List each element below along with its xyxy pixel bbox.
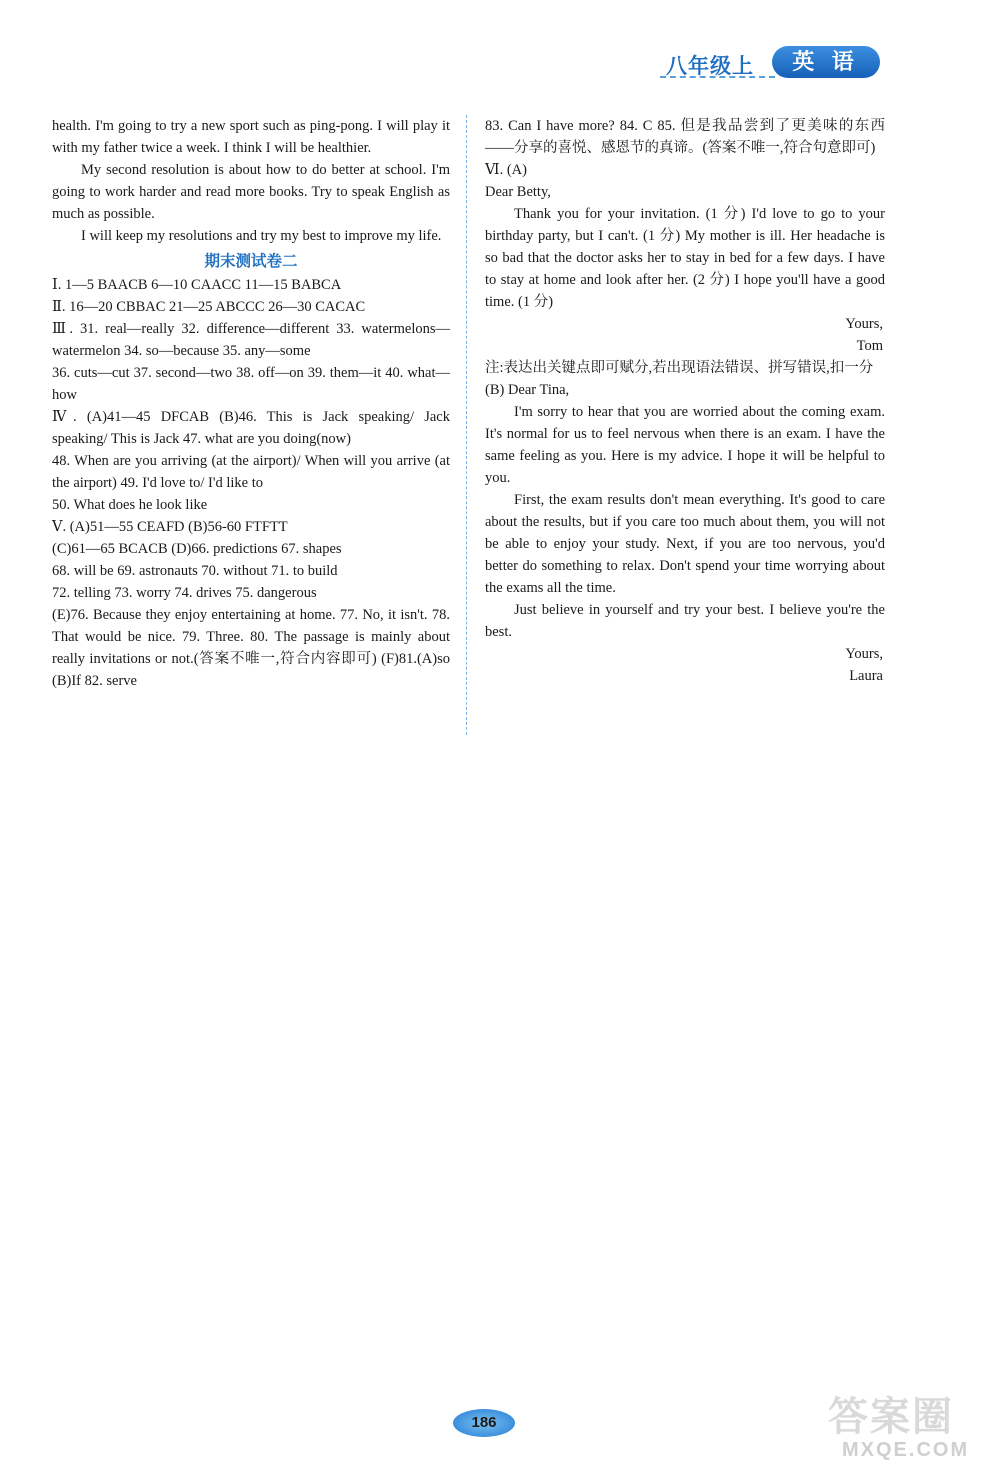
answer-line: 48. When are you arriving (at the airport)/ When will you arrive (at the airport) 49. I'd love to/ I'd like to (52, 453, 450, 491)
answer-line: Ⅴ. (A)51—55 CEAFD (B)56-60 FTFTT (52, 519, 288, 535)
letter-b-greeting: (B) Dear Tina, (485, 382, 570, 398)
right-column (485, 115, 885, 687)
intro-paragraph: health. I'm going to try a new sport such as ping-pong. I will play it with my father twice a week. I think I will be healthier. (52, 118, 450, 156)
letter-b-paragraph-2: First, the exam results don't mean everything. It's good to care about the results, but if you care too much about them, you will not be able to enjoy your study. Next, if you are too nervous, you'd better do something to relax. Don't spend your time worrying about the exams all the time. (485, 492, 885, 596)
subject-badge: 英 语 (772, 46, 880, 78)
answer-line: Ⅰ. 1—5 BAACB 6—10 CAACC 11—15 BABCA (52, 277, 342, 293)
page-number: 186 (453, 1409, 515, 1437)
watermark-url: MXQE.COM (842, 1439, 970, 1461)
resolution-paragraph-2: My second resolution is about how to do better at school. I'm going to work harder and read more books. Try to speak English as much as possible. (52, 162, 450, 222)
watermark-logo: 答案圈 (828, 1394, 954, 1440)
answer-line: 36. cuts—cut 37. second—two 38. off—on 39. them—it 40. what—how (52, 365, 450, 403)
watermark (828, 1385, 988, 1465)
grade-label: 八年级上 (666, 54, 754, 78)
letter-a-greeting: Dear Betty, (485, 184, 551, 200)
grading-note: 注:表达出关键点即可赋分,若出现语法错误、拼写错误,扣一分 (485, 360, 874, 376)
letter-a-signature: Tom (856, 338, 883, 354)
resolution-paragraph-3: I will keep my resolutions and try my best to improve my life. (81, 228, 442, 244)
answer-continuation: 83. Can I have more? 84. C 85. 但是我品尝到了更美味的东西——分享的喜悦、感恩节的真谛。(答案不唯一,符合句意即可) (485, 118, 885, 156)
letter-b-paragraph-1: I'm sorry to hear that you are worried about the coming exam. It's normal for us to feel nervous when there is an exam. I have the same feeling as you. Here is my advice. I hope it will be helpful to you. (485, 404, 885, 486)
left-column (52, 115, 450, 692)
answer-line: (E)76. Because they enjoy entertaining at home. 77. No, it isn't. 78. That would be nice. 79. Three. 80. The passage is mainly about really invitations or not.(答案不唯一,符合内容即可) (F)81.(A)so (B)If 82. serve (52, 607, 450, 689)
column-divider (466, 115, 467, 735)
letter-b-paragraph-3: Just believe in yourself and try your best. I believe you're the best. (485, 602, 885, 640)
answer-line: 68. will be 69. astronauts 70. without 71. to build (52, 563, 338, 579)
letter-b-closing: Yours, (845, 646, 883, 662)
header-dashed-line (660, 76, 775, 78)
letter-a-body: Thank you for your invitation. (1 分) I'd love to go to your birthday party, but I can't. (1 分) My mother is ill. Her headache is so bad that the doctor asks her to stay in bed for a few days. I have to stay at home and look after her. (2 分) I hope you'll have a good time. (1 分) (485, 206, 885, 310)
answer-line: Ⅱ. 16—20 CBBAC 21—25 ABCCC 26—30 CACAC (52, 299, 366, 315)
answer-line: Ⅲ. 31. real—really 32. difference—different 33. watermelons—watermelon 34. so—because 35. any—some (52, 321, 450, 359)
section-title: 期末测试卷二 (204, 252, 298, 270)
answer-line: 50. What does he look like (52, 497, 208, 513)
section-6-label: Ⅵ. (A) (485, 162, 527, 178)
page-header (660, 44, 890, 84)
letter-b-signature: Laura (849, 668, 883, 684)
letter-a-closing: Yours, (845, 316, 883, 332)
answer-line: (C)61—65 BCACB (D)66. predictions 67. shapes (52, 541, 342, 557)
answer-line: 72. telling 73. worry 74. drives 75. dangerous (52, 585, 317, 601)
answer-line: Ⅳ. (A)41—45 DFCAB (B)46. This is Jack speaking/ Jack speaking/ This is Jack 47. what are you doing(now) (52, 409, 450, 447)
